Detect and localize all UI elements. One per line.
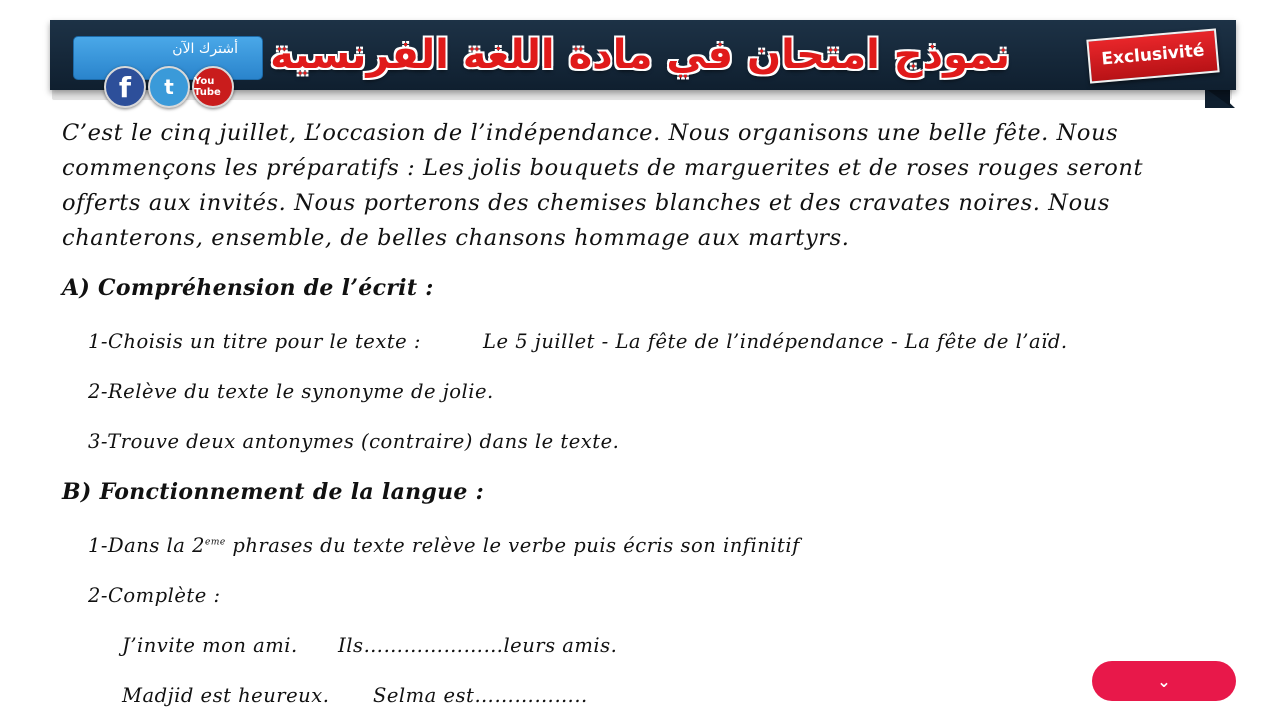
twitter-glyph: t [164,75,174,99]
text-line: C’est le cinq juillet, L’occasion de l’indépendance. Nous organisons une belle fête. Nous [62,120,1119,146]
page-title: نموذج امتحان في مادة اللغة الفرنسية [270,32,1010,78]
facebook-icon[interactable] [104,66,146,108]
twitter-icon[interactable] [148,66,190,108]
question-b1-sup: eme [205,537,226,548]
subscribe-label: أشترك الآن [172,41,238,57]
youtube-glyph: You Tube [194,76,221,98]
header-banner [0,0,1280,112]
exercise-2-blank: Selma est…………….. [373,684,588,707]
exclusivite-badge: Exclusivité [1086,28,1219,83]
title-options: Le 5 juillet - La fête de l’indépendance - La fête de l’aïd. [483,330,1068,353]
section-b-heading: B) Fonctionnement de la langue : [62,479,485,505]
youtube-icon[interactable] [192,66,234,108]
question-b2: 2-Complète : [88,584,221,607]
facebook-glyph: f [118,70,132,104]
text-line: chanterons, ensemble, de belles chansons hommage aux martyrs. [62,225,850,251]
exercise-1-blank: Ils…………………leurs amis. [338,634,618,657]
exercise-2-prompt: Madjid est heureux. [122,684,330,707]
question-b1-end: phrases du texte relève le verbe puis écris son infinitif [225,534,800,557]
question-a1: 1-Choisis un titre pour le texte : [88,330,421,353]
section-a-heading: A) Compréhension de l’écrit : [62,275,434,301]
question-a3: 3-Trouve deux antonymes (contraire) dans le texte. [88,430,620,453]
exercise-1-prompt: J’invite mon ami. [122,634,298,657]
question-b1-start: 1-Dans la 2 [88,534,205,557]
text-line: commençons les préparatifs : Les jolis bouquets de marguerites et de roses rouges seront [62,155,1144,181]
text-paragraph [62,116,1182,256]
question-a2: 2-Relève du texte le synonyme de jolie. [88,380,494,403]
text-line: offerts aux invités. Nous porterons des chemises blanches et des cravates noires. Nous [62,190,1110,216]
question-b1 [88,534,800,557]
chevron-down-icon: ⌄ [1157,671,1171,691]
ribbon-fold [1205,88,1230,106]
scroll-down-button[interactable] [1092,661,1236,701]
